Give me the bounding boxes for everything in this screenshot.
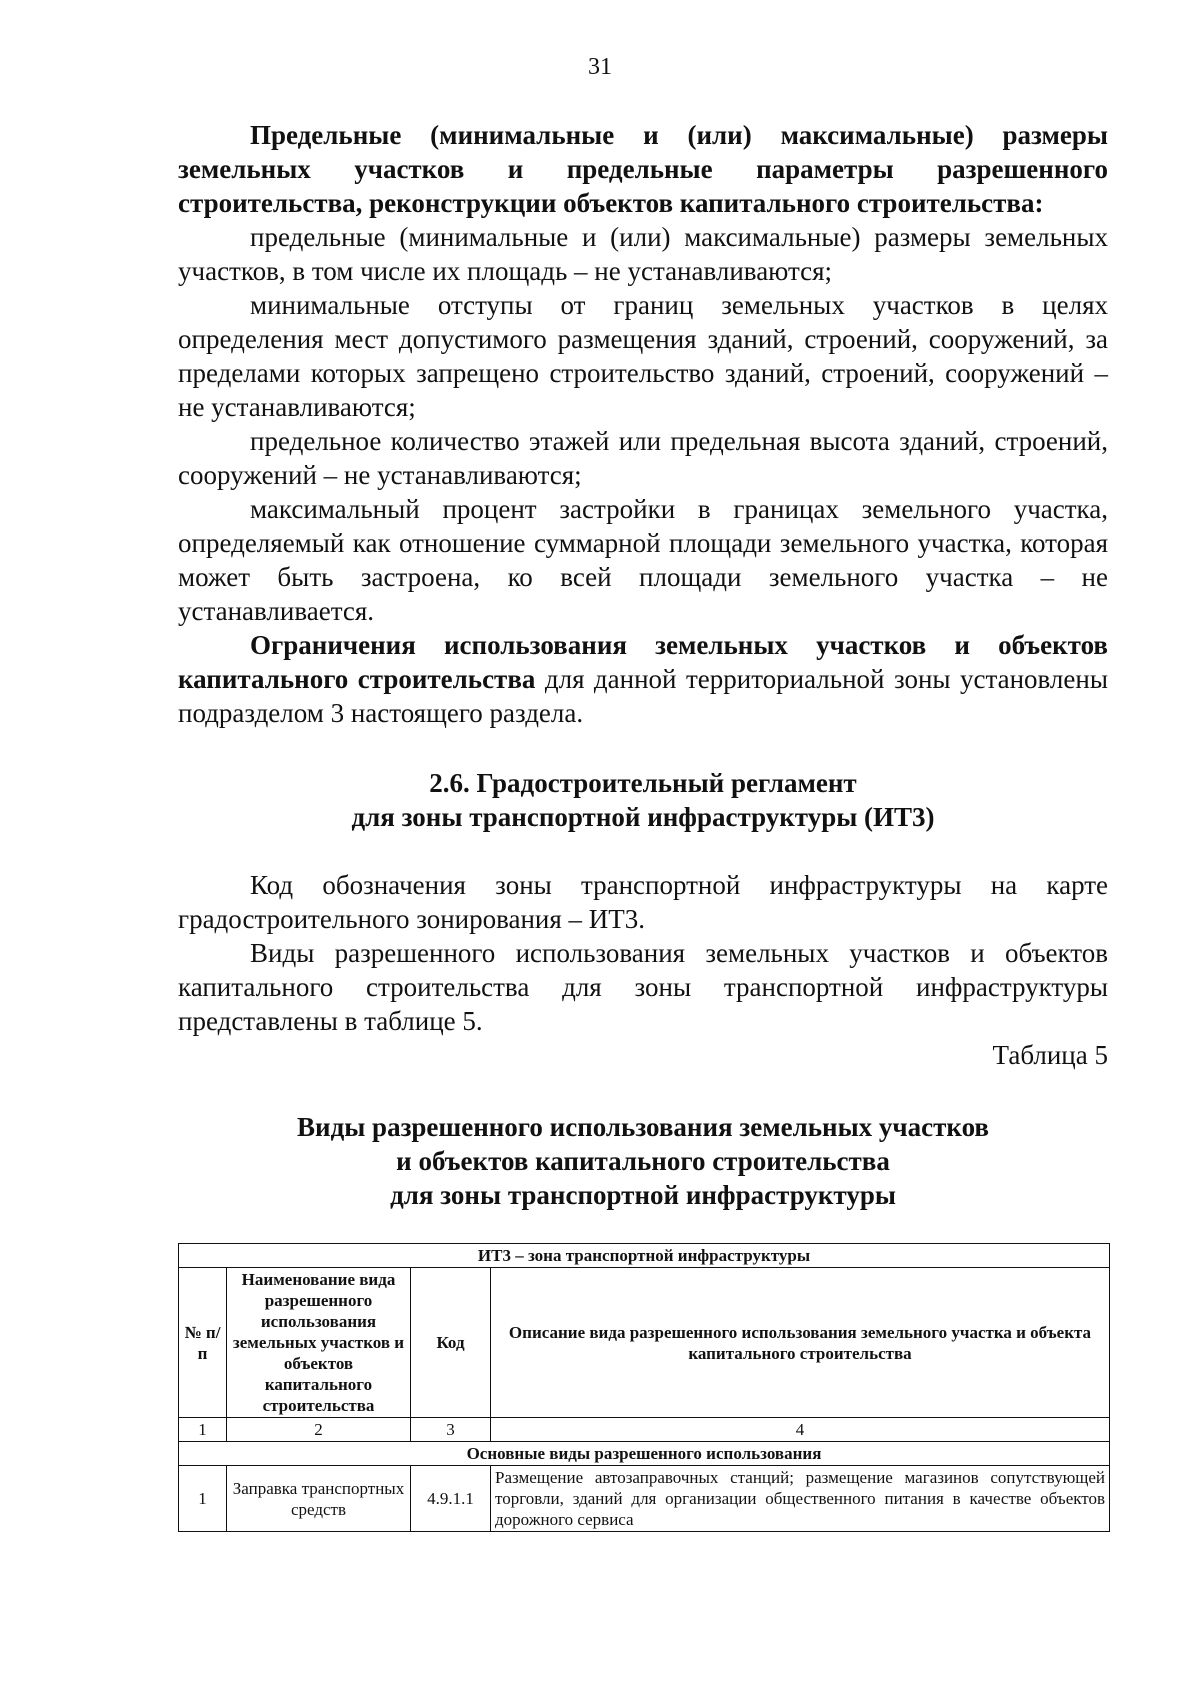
limits-item: минимальные отступы от границ земельных участков в целях определения мест допустимого размещения зданий, строений, сооружений, за пределами которых запрещено строительство зданий, строений, сооружений – не устанавливаются; [178, 290, 1108, 422]
table-title-line: Виды разрешенного использования земельных участков [297, 1112, 989, 1142]
restrictions-rest: для данной территориальной зоны установлены подразделом 3 настоящего раздела. [178, 664, 1108, 728]
column-header-code: Код [411, 1268, 491, 1418]
row-code: 4.9.1.1 [411, 1466, 491, 1532]
section-title-line: для зоны транспортной инфраструктуры (ИТ3) [351, 802, 935, 832]
page-number: 31 [588, 54, 612, 80]
document-body [178, 118, 1108, 1212]
section-title-line: 2.6. Градостроительный регламент [429, 768, 857, 798]
table-row [179, 1466, 1110, 1532]
restrictions-bold: Ограничения использования земельных участков и объектов капитального строительства [178, 630, 1108, 694]
zone-code-paragraph: Код обозначения зоны транспортной инфраструктуры на карте градостроительного зонирования – ИТ3. [178, 870, 1108, 934]
limits-heading: Предельные (минимальные и (или) максимальные) размеры земельных участков и предельные параметры разрешенного строительства, реконструкции объектов капитального строительства: [178, 120, 1108, 218]
zone-uses-paragraph: Виды разрешенного использования земельных участков и объектов капитального строительства для зоны транспортной инфраструктуры представлены в таблице 5. [178, 938, 1108, 1036]
regulation-table [178, 1243, 1110, 1532]
limits-item: предельное количество этажей или предельная высота зданий, строений, сооружений – не устанавливаются; [178, 426, 1108, 490]
limits-item: предельные (минимальные и (или) максимальные) размеры земельных участков, в том числе их площадь – не устанавливаются; [178, 222, 1108, 286]
column-header-description: Описание вида разрешенного использования земельного участка и объекта капитального строительства [491, 1268, 1110, 1418]
restrictions-paragraph [178, 628, 1108, 730]
column-number: 3 [411, 1418, 491, 1442]
table-title [178, 1110, 1108, 1212]
row-name: Заправка транспортных средств [227, 1466, 411, 1532]
column-header-name: Наименование вида разрешенного использования земельных участков и объектов капитального строительства [227, 1268, 411, 1418]
column-number: 2 [227, 1418, 411, 1442]
column-number: 4 [491, 1418, 1110, 1442]
table-title-line: для зоны транспортной инфраструктуры [390, 1180, 896, 1210]
table-label: Таблица 5 [992, 1040, 1108, 1070]
row-description: Размещение автозаправочных станций; размещение магазинов сопутствующей торговли, зданий для организации общественного питания в качестве объектов дорожного сервиса [491, 1466, 1110, 1532]
group-header: Основные виды разрешенного использования [179, 1442, 1110, 1466]
row-number: 1 [179, 1466, 227, 1532]
zone-header: ИТ3 – зона транспортной инфраструктуры [179, 1244, 1110, 1268]
column-number: 1 [179, 1418, 227, 1442]
column-header-number: № п/п [179, 1268, 227, 1418]
table-title-line: и объектов капитального строительства [396, 1146, 890, 1176]
section-title [178, 766, 1108, 834]
limits-item: максимальный процент застройки в границах земельного участка, определяемый как отношение суммарной площади земельного участка, которая может быть застроена, ко всей площади земельного участка – не устанавливается. [178, 494, 1108, 626]
